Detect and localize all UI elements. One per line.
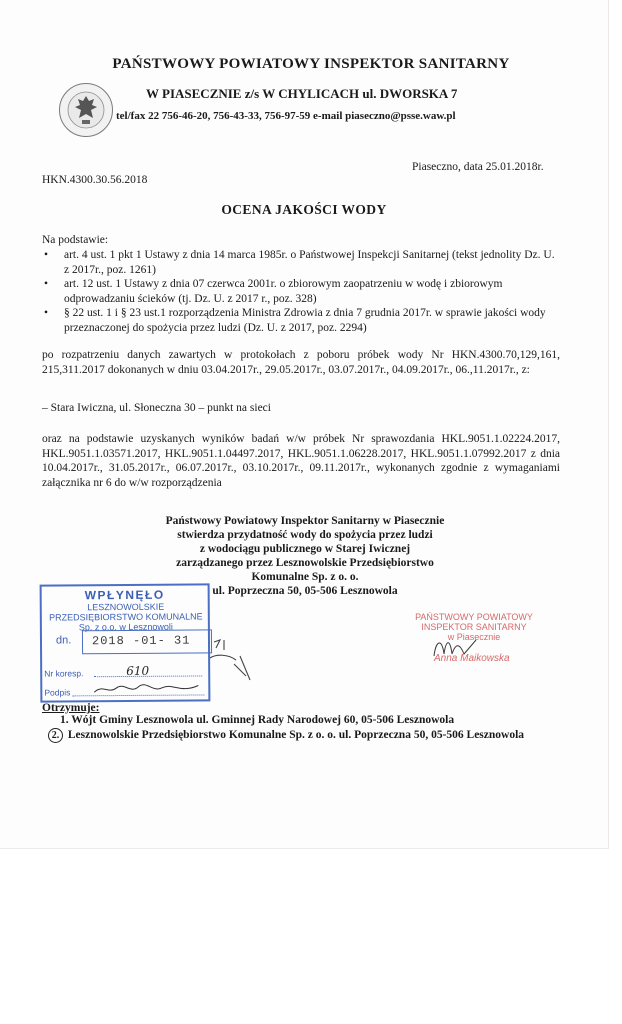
inspector-stamp-line: PAŃSTWOWY POWIATOWY bbox=[415, 612, 533, 622]
bullet-icon: • bbox=[44, 278, 49, 290]
institution-contact: tel/fax 22 756-46-20, 756-43-33, 756-97-59 e-mail piaseczno@psse.waw.pl bbox=[116, 110, 456, 122]
inspector-stamp-line: INSPEKTOR SANITARNY bbox=[421, 622, 527, 632]
institution-address: W PIASECZNIE z/s W CHYLICACH ul. DWORSKA 7 bbox=[146, 86, 458, 101]
stamp-nr-label: Nr koresp. bbox=[44, 668, 84, 679]
inspector-stamp bbox=[404, 612, 544, 664]
inspector-signature-icon bbox=[430, 634, 480, 660]
stamp-date-label: dn. bbox=[55, 634, 72, 647]
handwritten-mark-icon bbox=[206, 636, 266, 682]
circled-number-icon: 2. bbox=[48, 728, 63, 743]
basis-item: • art. 4 ust. 1 pkt 1 Ustawy z dnia 14 marca 1985r. o Państwowej Inspekcji Sanitarnej (tekst jednolity Dz. U. z 2017r., poz. 1261) bbox=[44, 249, 555, 276]
verdict-line: z wodociągu publicznego w Starej Iwicznej bbox=[199, 543, 411, 555]
verdict-line: stwierdza przydatność wody do spożycia przez ludzi bbox=[177, 529, 433, 541]
verdict-line: zarządzanego przez Lesznowolskie Przedsiębiorstwo bbox=[176, 557, 434, 569]
basis-item: • art. 12 ust. 1 Ustawy z dnia 07 czerwca 2001r. o zbiorowym zaopatrzeniu w wodę i zbiorowym odprowadzaniu ścieków (tj. Dz. U. z 2017 r., poz. 328) bbox=[44, 278, 503, 305]
verdict-line: Komunalne Sp. z o. o. bbox=[251, 571, 359, 583]
document-heading: OCENA JAKOŚCI WODY bbox=[221, 202, 387, 217]
stamp-title: WPŁYNĘŁO bbox=[84, 587, 165, 603]
inspector-name: Anna Maikowska bbox=[434, 653, 510, 664]
handwritten-signature-icon bbox=[92, 681, 202, 696]
stamp-org: LESZNOWOLSKIE PRZEDSIĘBIORSTWO KOMUNALNE Sp. z o.o. w Lesznowoli bbox=[49, 601, 203, 633]
basis-intro: Na podstawie: bbox=[42, 234, 109, 246]
institution-title: PAŃSTWOWY POWIATOWY INSPEKTOR SANITARNY bbox=[112, 56, 510, 72]
sampling-location: – Stara Iwiczna, ul. Słoneczna 30 – punkt na sieci bbox=[42, 402, 271, 414]
stamp-signature-label: Podpis bbox=[44, 687, 71, 698]
stamp-date-value: 2018 -01- 31 bbox=[91, 633, 191, 649]
basis-list bbox=[42, 248, 562, 335]
document-reference: HKN.4300.30.56.2018 bbox=[42, 174, 148, 186]
results-paragraph: oraz na podstawie uzyskanych wyników badań w/w próbek Nr sprawozdania HKL.9051.1.02224.2017, HKL.9051.1.03571.2017, HKL.9051.1.04497.2017, HKL.9051.1.06228.2017, HKL.9051.1.07992.2017 z dnia 10.04.2017r., 31.05.2017r., 06.07.2017r., 03.10.2017r., 09.11.2017r., wykonanych zgodnie z wymaganiami załącznika nr 6 do w/w rozporządzenia bbox=[42, 433, 560, 489]
recipient-item: 2. Lesznowolskie Przedsiębiorstwo Komunalne Sp. z o. o. ul. Poprzeczna 50, 05-506 Lesznowola bbox=[60, 728, 524, 743]
eagle-emblem-icon bbox=[58, 82, 114, 138]
received-stamp bbox=[40, 583, 211, 702]
document-date: Piaseczno, data 25.01.2018r. bbox=[412, 161, 544, 173]
recipients-label: Otrzymuje: bbox=[42, 702, 100, 714]
verdict-line: Państwowy Powiatowy Inspektor Sanitarny w Piasecznie bbox=[165, 515, 445, 527]
bullet-icon: • bbox=[44, 307, 49, 319]
verdict-line: ul. Poprzeczna 50, 05-506 Lesznowola bbox=[212, 585, 398, 597]
recipient-item: 1. Wójt Gminy Lesznowola ul. Gminnej Rady Narodowej 60, 05-506 Lesznowola bbox=[60, 714, 455, 726]
basis-item: • § 22 ust. 1 i § 23 ust.1 rozporządzenia Ministra Zdrowia z dnia 7 grudnia 2017r. w sprawie jakości wody przeznaczonej do spożycia przez ludzi (Dz. U. z 2017, poz. 2294) bbox=[44, 307, 546, 334]
stamp-nr-value: 610 bbox=[126, 663, 150, 678]
sampling-paragraph: po rozpatrzeniu danych zawartych w protokołach z poboru próbek wody Nr HKN.4300.70,129,161, 215,311.2017 dokonanych w dniu 03.04.2017r., 29.05.2017r., 03.07.2017r., 04.09.2017r., 06.,11.2017r., z: bbox=[42, 349, 560, 376]
inspector-stamp-line: w Piasecznie bbox=[447, 632, 501, 642]
bullet-icon: • bbox=[44, 249, 49, 261]
